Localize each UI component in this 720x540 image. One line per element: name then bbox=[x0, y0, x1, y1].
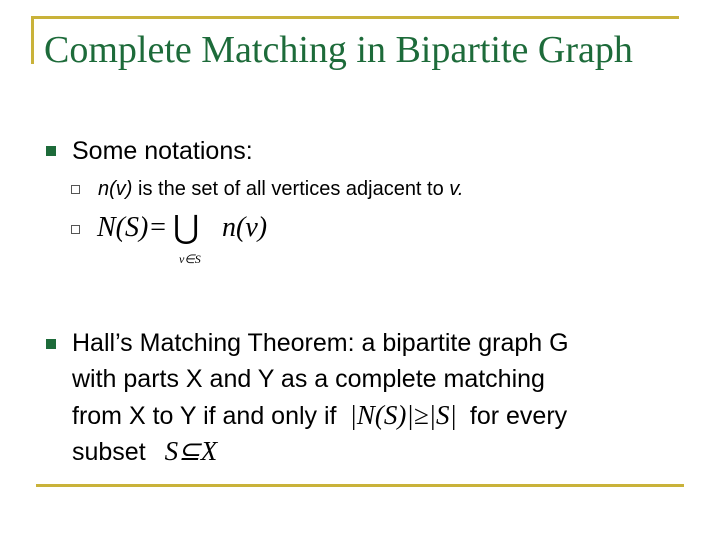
sub-bullet-icon bbox=[71, 225, 80, 234]
frame-top-rule bbox=[31, 16, 679, 19]
frame-bottom-rule bbox=[36, 484, 684, 487]
bullet-notations: Some notations: bbox=[72, 137, 253, 165]
sub-bullet-nv-definition bbox=[98, 176, 463, 202]
bullet-square-icon bbox=[46, 339, 56, 349]
hall-theorem-line-2: with parts X and Y as a complete matching bbox=[72, 365, 545, 393]
bullet-square-icon bbox=[46, 146, 56, 156]
nv-definition-text: is the set of all vertices adjacent to bbox=[138, 178, 444, 200]
union-formula bbox=[97, 209, 277, 272]
formula-lhs: N(S)= bbox=[97, 212, 168, 243]
hall-theorem-line-4 bbox=[72, 434, 217, 469]
line3-post: for every bbox=[469, 402, 568, 430]
subset-formula: S⊆X bbox=[164, 436, 218, 466]
formula-rhs: n(v) bbox=[222, 212, 268, 243]
nv-symbol: n(v) bbox=[98, 178, 133, 200]
hall-theorem-line-3 bbox=[72, 398, 567, 433]
slide-title: Complete Matching in Bipartite Graph bbox=[44, 29, 633, 71]
line4-pre: subset bbox=[72, 438, 146, 466]
union-operator: ⋃ bbox=[173, 209, 200, 245]
v-symbol: v. bbox=[449, 178, 464, 200]
hall-condition-formula: |N(S)|≥|S| bbox=[349, 400, 457, 430]
frame-left-rule bbox=[31, 16, 34, 64]
line3-pre: from X to Y if and only if bbox=[72, 402, 337, 430]
hall-theorem-line-1: Hall’s Matching Theorem: a bipartite graph G bbox=[72, 329, 569, 357]
union-subscript: v∈S bbox=[179, 252, 201, 266]
sub-bullet-icon bbox=[71, 185, 80, 194]
